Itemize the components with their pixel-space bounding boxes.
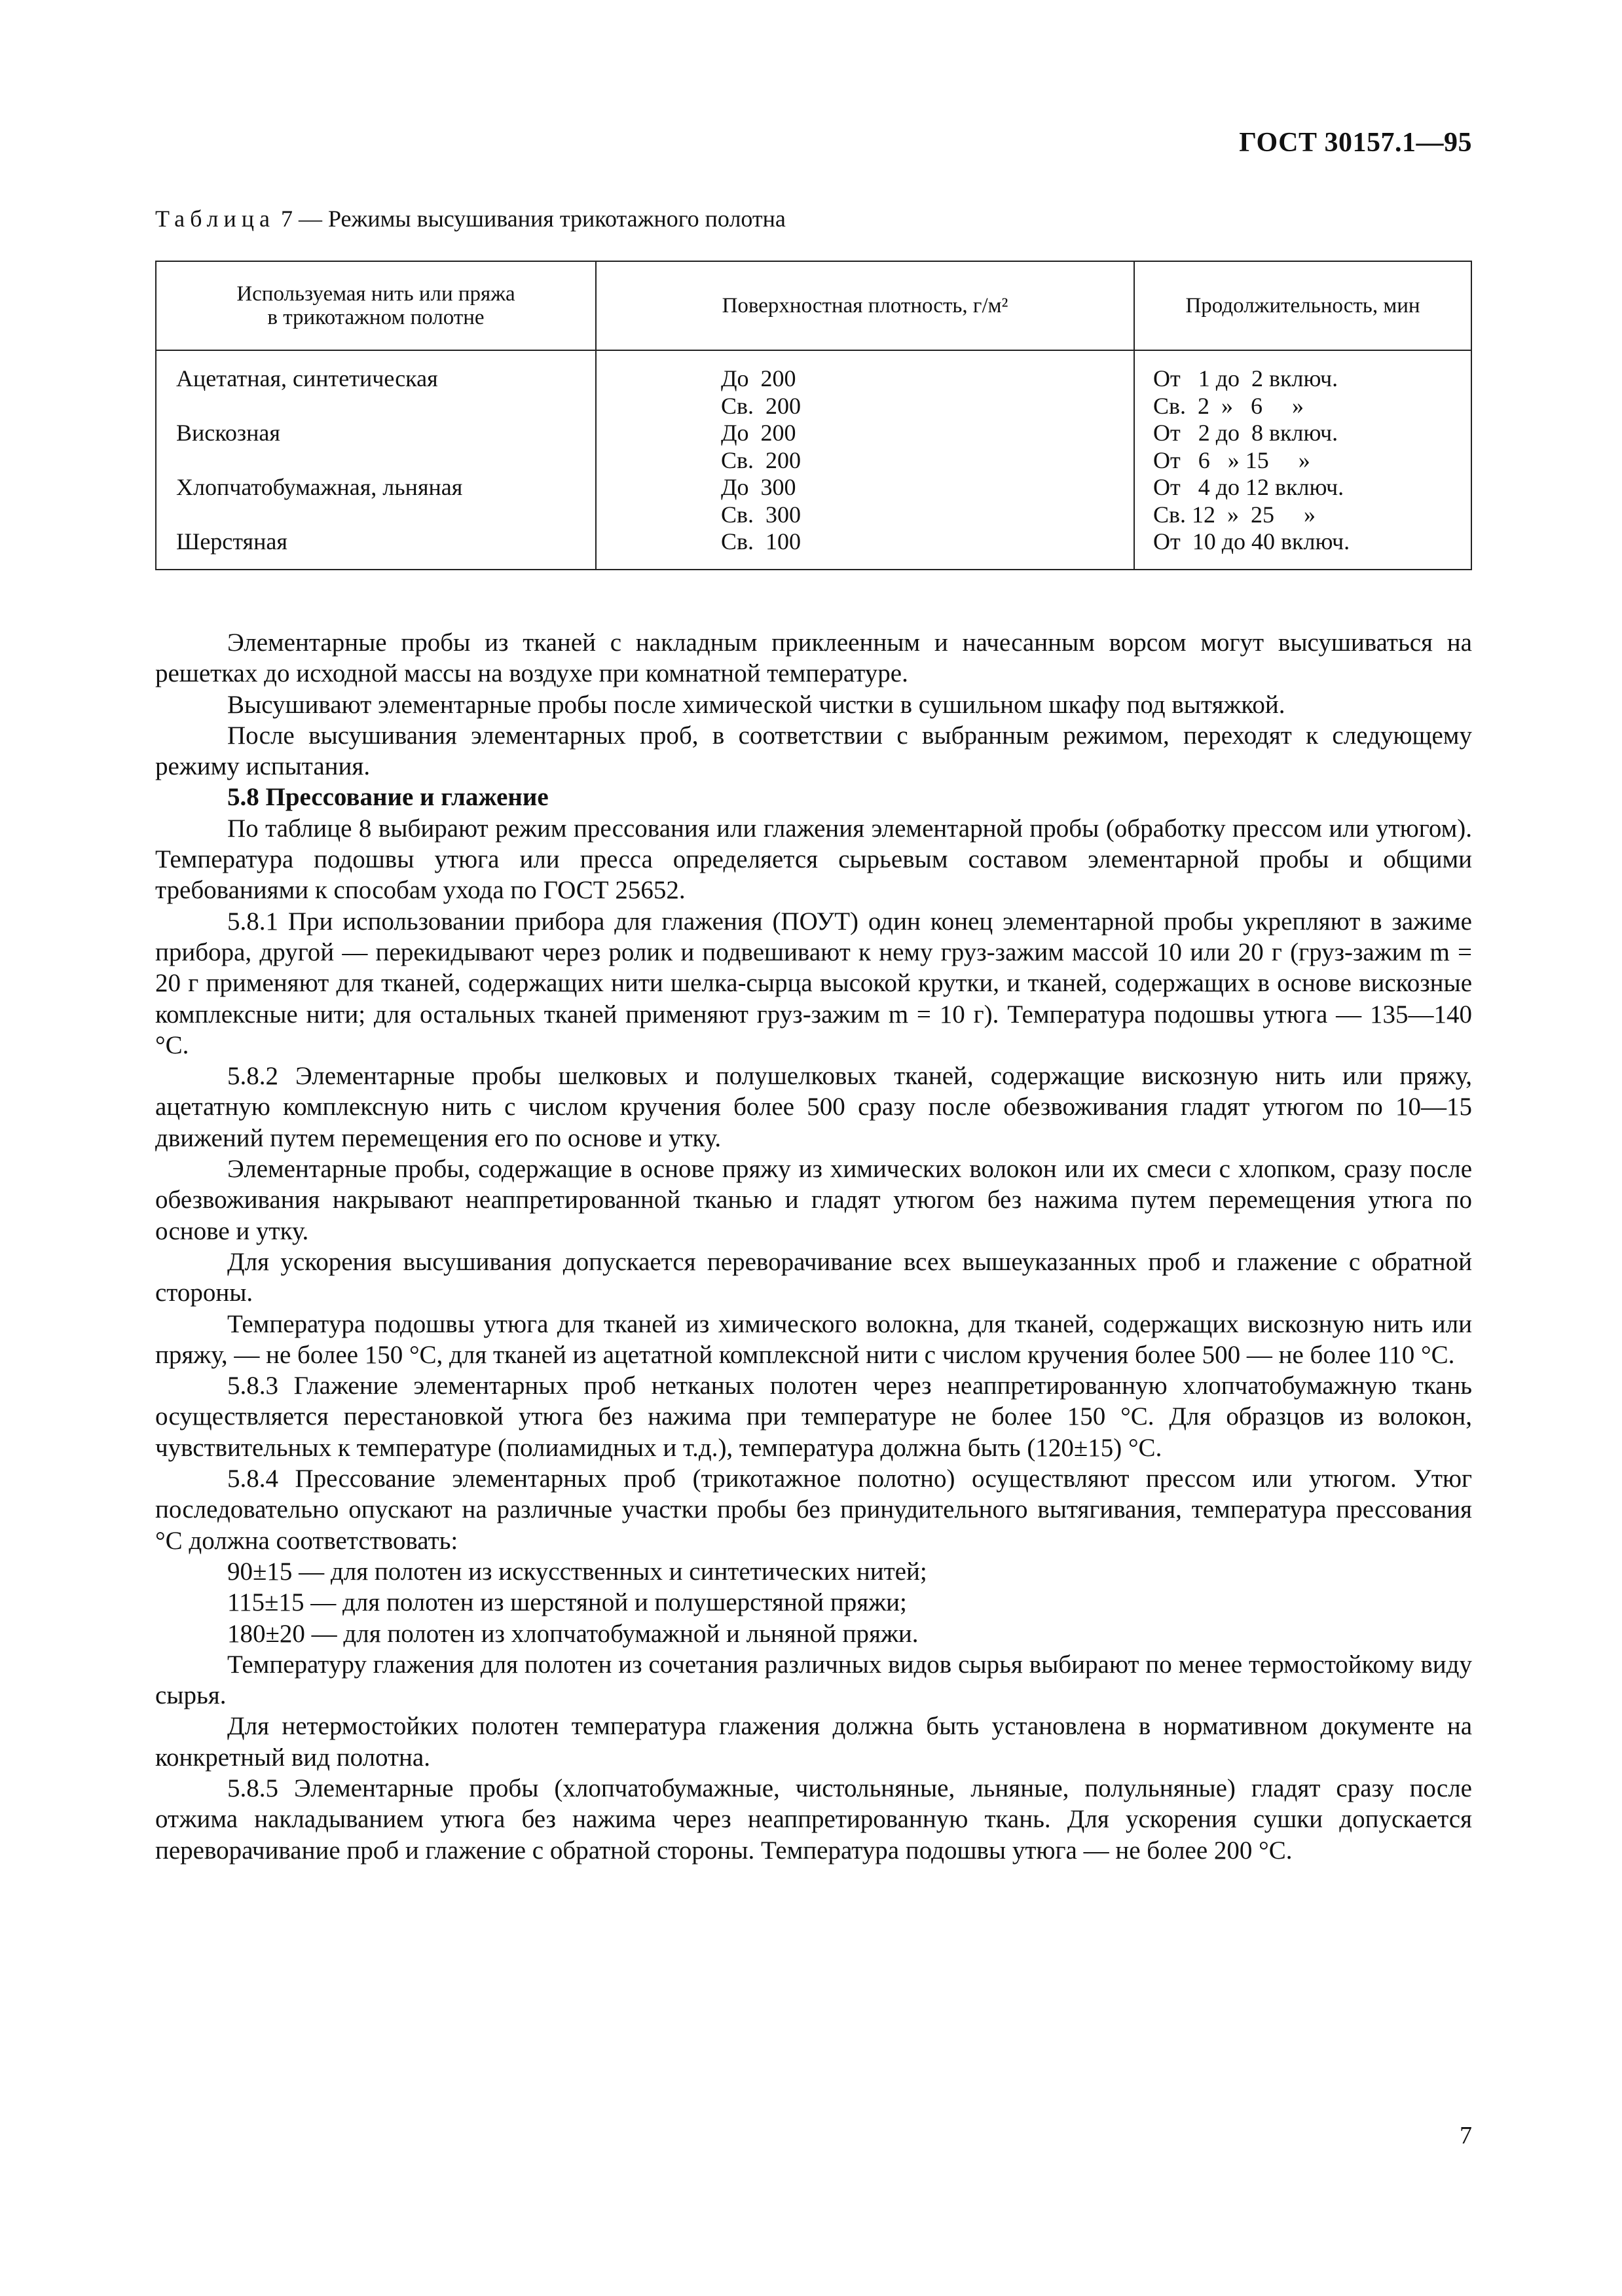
duration-cell: От 1 до 2 включ. Св. 2 » 6 » От 2 до 8 включ. От 6 » 15 » От 4 до 12 включ. Св. 12 » 25 » От 10 до 40 включ. — [1134, 350, 1471, 570]
paragraph: Температуру глажения для полотен из сочетания различных видов сырья выбирают по менее термостойкому виду сырья. — [155, 1650, 1472, 1710]
table-body-row — [156, 350, 1471, 570]
list-item: 180±20 — для полотен из хлопчатобумажной и льняной пряжи. — [227, 1619, 919, 1648]
paragraph: 5.8.5 Элементарные пробы (хлопчатобумажные, чистольняные, льняные, полульняные) гладят сразу после отжима накладыванием утюга без нажима через неаппретированную ткань. Для ускорения сушки допускается переворачивание проб и глажение с обратной стороны. Температура подошвы утюга — не более 200 °C. — [155, 1774, 1472, 1865]
paragraph: Элементарные пробы, содержащие в основе пряжу из химических волокон или их смеси с хлопком, сразу после обезвоживания накрывают неаппретированной тканью и гладят утюгом без нажима путем перемещения утюга по основе и утку. — [155, 1155, 1472, 1245]
list-item: 115±15 — для полотен из шерстяной и полушерстяной пряжи; — [227, 1588, 907, 1617]
table-caption-word: Таблица — [155, 206, 275, 232]
body-text — [155, 627, 1472, 1866]
paragraph: Элементарные пробы из тканей с накладным приклеенным и начесанным ворсом могут высушиваться на решетках до исходной массы на воздухе при комнатной температуре. — [155, 629, 1472, 688]
surface-density-cell: До 200 Св. 200 До 200 Св. 200 До 300 Св. 300 Св. 100 — [596, 350, 1134, 570]
paragraph: По таблице 8 выбирают режим прессования или глажения элементарной пробы (обработку прессом или утюгом). Температура подошвы утюга или пресса определяется сырьевым составом элементарной пробы и общими требованиями к способам ухода по ГОСТ 25652. — [155, 814, 1472, 905]
column-header-density: Поверхностная плотность, г/м² — [596, 261, 1134, 350]
table-header-row — [156, 261, 1471, 350]
column-header-thread: Используемая нить или пряжа в трикотажном полотне — [156, 261, 596, 350]
document-code: ГОСТ 30157.1—95 — [1239, 128, 1472, 158]
drying-regimes-table — [155, 261, 1472, 570]
paragraph: 5.8.2 Элементарные пробы шелковых и полушелковых тканей, содержащие вискозную нить или пряжу, ацетатную комплексную нить с числом кручения более 500 сразу после обезвоживания гладят утюгом по 10—15 движений путем перемещения его по основе и утку. — [155, 1062, 1472, 1152]
paragraph: 5.8.3 Глажение элементарных проб нетканых полотен через неаппретированную хлопчатобумажную ткань осуществляется перестановкой утюга без нажима при температуре не более 150 °C. Для образцов из волокон, чувствительных к температуре (полиамидных и т.д.), температура должна быть (120±15) °C. — [155, 1372, 1472, 1462]
page-number: 7 — [1460, 2122, 1472, 2149]
paragraph: Для нетермостойких полотен температура глажения должна быть установлена в нормативном документе на конкретный вид полотна. — [155, 1712, 1472, 1772]
thread-type-cell: Ацетатная, синтетическая Вискозная Хлопчатобумажная, льняная Шерстяная — [156, 350, 596, 570]
paragraph: Высушивают элементарные пробы после химической чистки в сушильном шкафу под вытяжкой. — [227, 690, 1285, 719]
table-caption-text: 7 — Режимы высушивания трикотажного полотна — [274, 206, 786, 232]
paragraph: 5.8.4 Прессование элементарных проб (трикотажное полотно) осуществляют прессом или утюгом. Утюг последовательно опускают на различные участки пробы без принудительного вытягивания, температура прессования °C должна соответствовать: — [155, 1465, 1472, 1555]
paragraph: Для ускорения высушивания допускается переворачивание всех вышеуказанных проб и глажение с обратной стороны. — [155, 1247, 1472, 1307]
paragraph: После высушивания элементарных проб, в соответствии с выбранным режимом, переходят к следующему режиму испытания. — [155, 721, 1472, 781]
table-caption — [155, 205, 786, 232]
list-item: 90±15 — для полотен из искусственных и синтетических нитей; — [227, 1557, 927, 1586]
section-heading: 5.8 Прессование и глажение — [227, 783, 549, 812]
paragraph: 5.8.1 При использовании прибора для глажения (ПОУТ) один конец элементарной пробы укрепляют в зажиме прибора, другой — перекидывают через ролик и подвешивают к нему груз-зажим массой 10 или 20 г (груз-зажим m = 20 г применяют для тканей, содержащих нити шелка-сырца высокой крутки, и тканей, содержащих в основе вискозные комплексные нити; для остальных тканей применяют груз-зажим m = 10 г). Температура подошвы утюга — 135—140 °C. — [155, 907, 1472, 1059]
column-header-duration: Продолжительность, мин — [1134, 261, 1471, 350]
paragraph: Температура подошвы утюга для тканей из химического волокна, для тканей, содержащих вискозную нить или пряжу, — не более 150 °C, для тканей из ацетатной комплексной нити с числом кручения более 500 — не более 110 °C. — [155, 1309, 1472, 1369]
